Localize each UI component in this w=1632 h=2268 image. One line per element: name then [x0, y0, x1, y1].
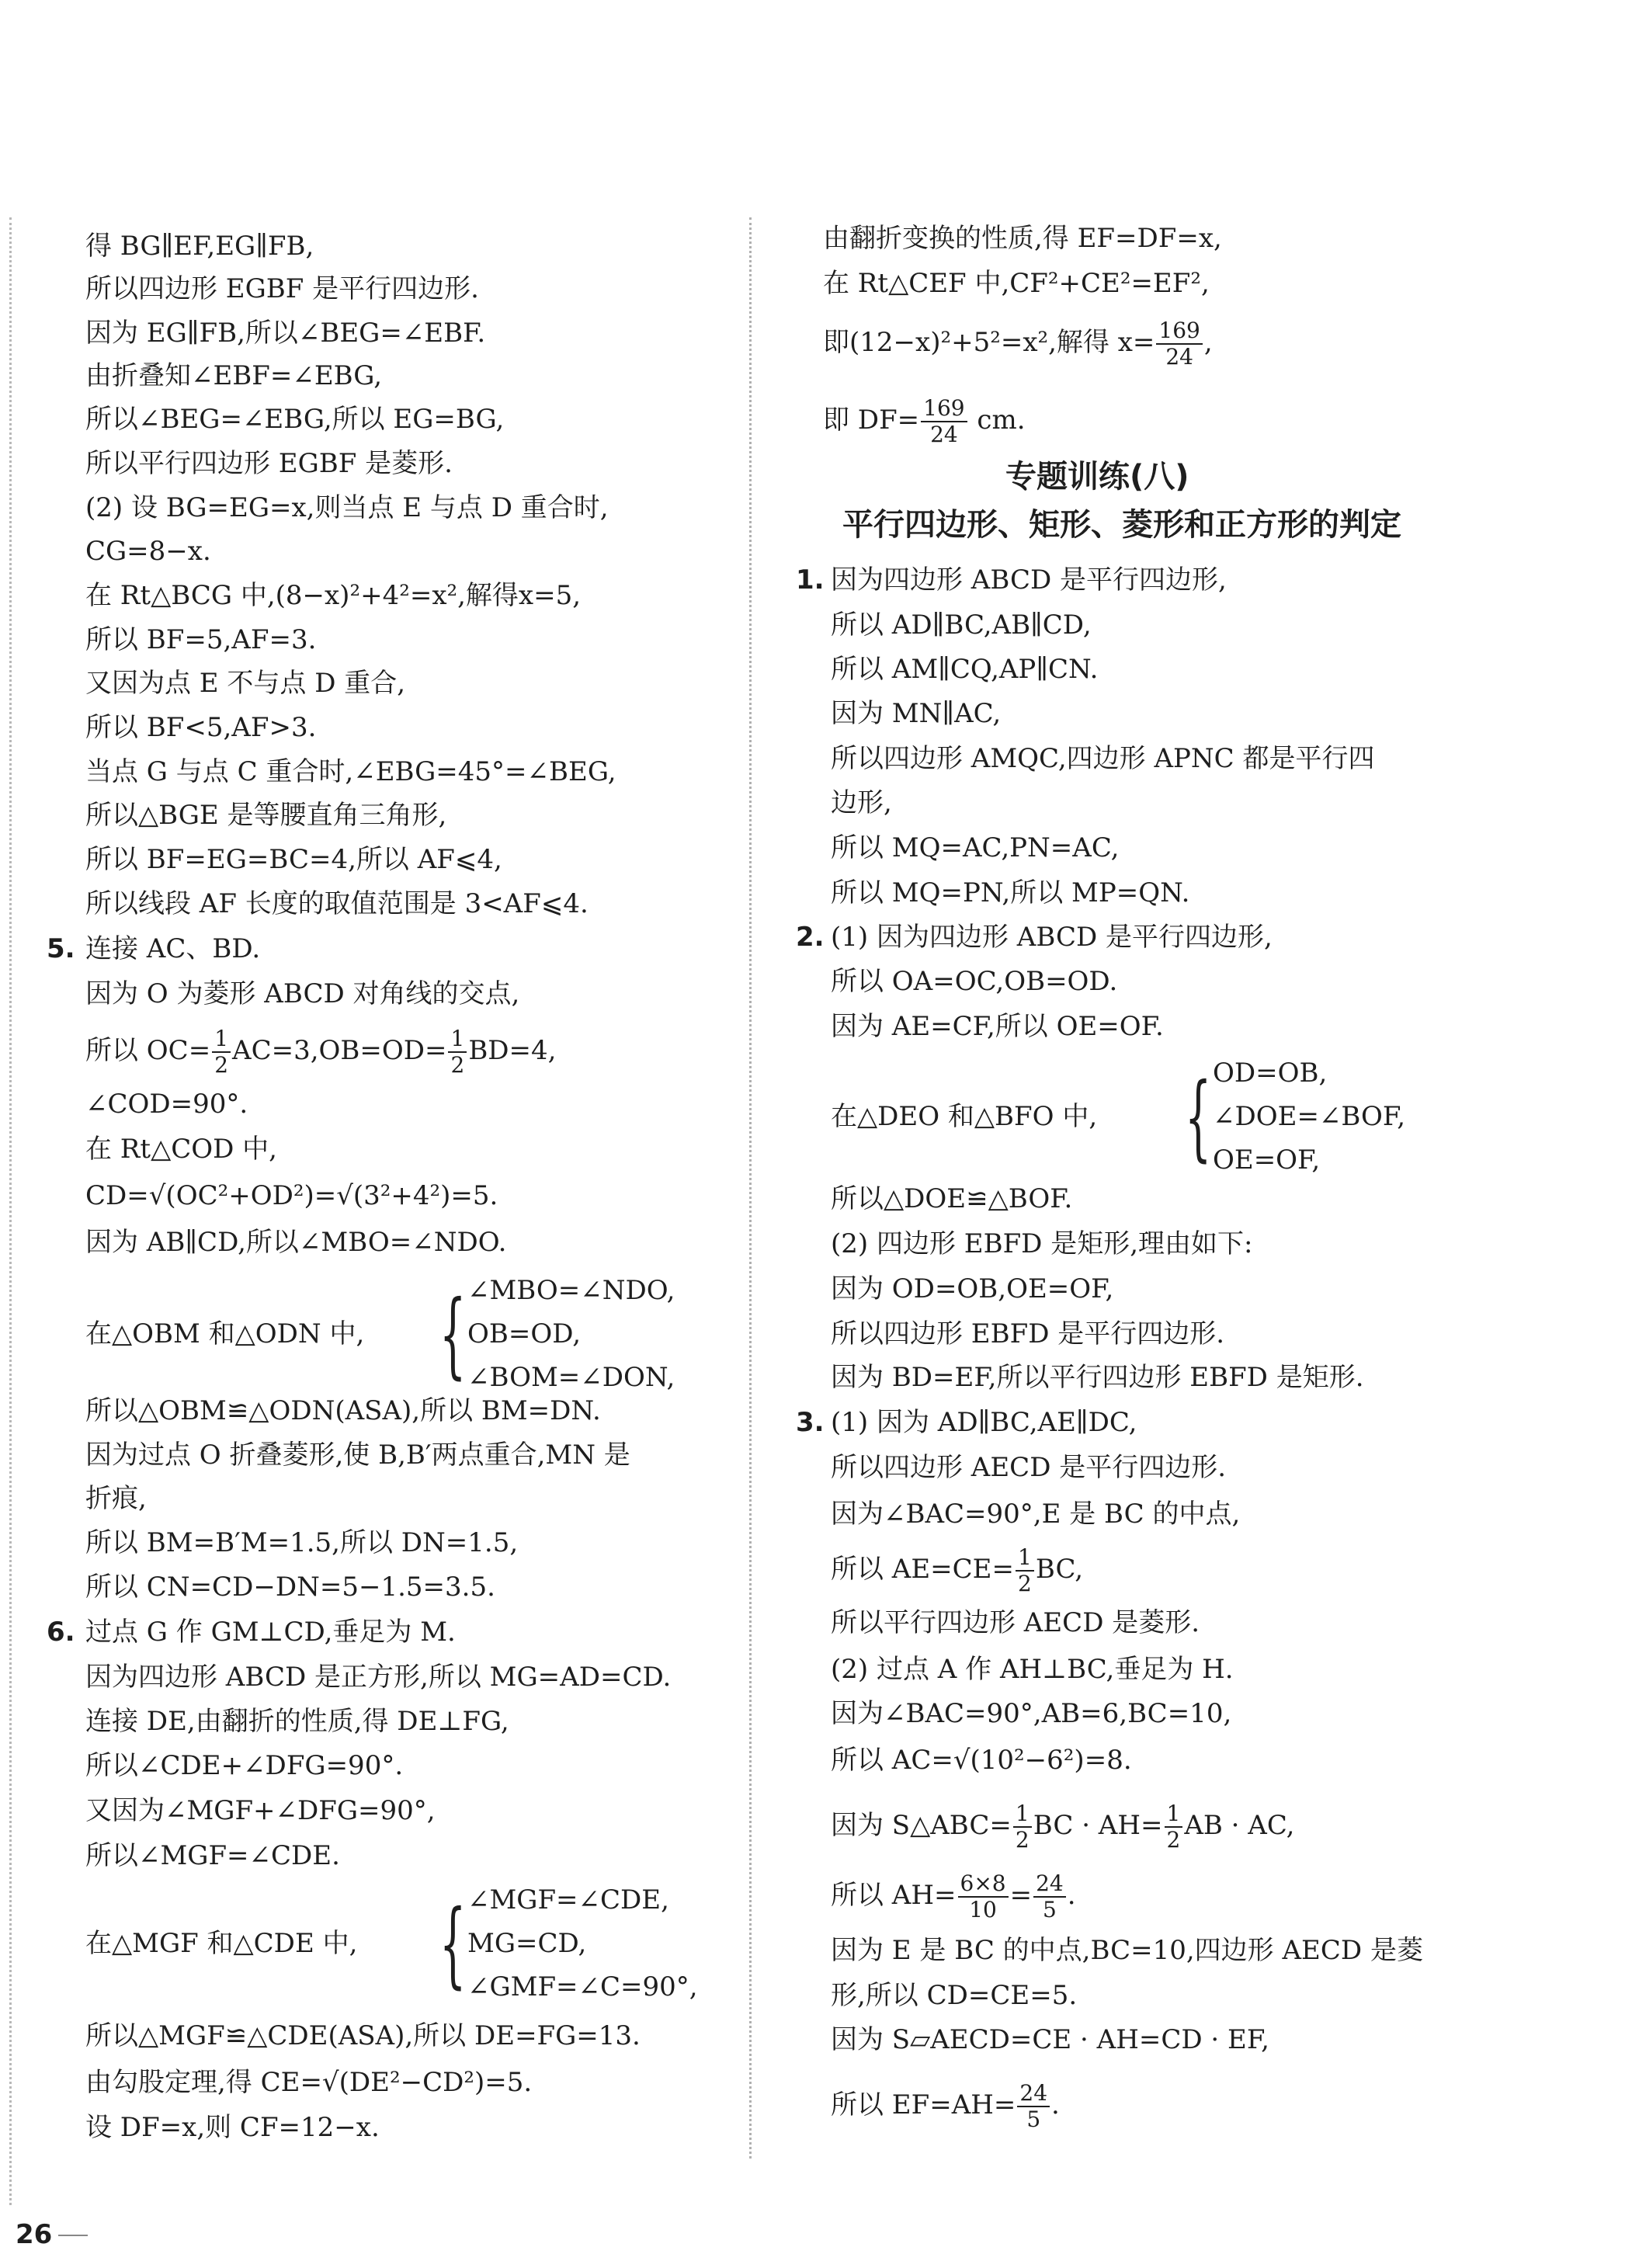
fraction-denominator: 5 — [1043, 1897, 1057, 1922]
line-text: (2) 四边形 EBFD 是矩形,理由如下: — [831, 1228, 1253, 1259]
item-number: 1. — [796, 564, 825, 596]
fraction — [921, 396, 967, 447]
line-text: (2) 设 BG=EG=x,则当点 E 与点 D 重合时, — [85, 492, 609, 523]
text-line — [831, 1801, 1294, 1853]
line-text: 过点 G 作 GM⊥CD,垂足为 M. — [85, 1617, 456, 1648]
text-line — [831, 964, 1117, 999]
line-text: 在 Rt△COD 中, — [85, 1134, 277, 1165]
text-line — [831, 1182, 1072, 1216]
text-line — [85, 359, 382, 393]
text-line — [85, 491, 609, 525]
line-text: 所以 OA=OC,OB=OD. — [831, 966, 1118, 997]
line-text-part: BC · AH= — [1033, 1810, 1163, 1841]
text-line — [85, 977, 519, 1011]
text-line — [796, 1405, 1137, 1440]
fraction — [958, 1871, 1009, 1922]
line-text: 所以平行四边形 AECD 是菱形. — [831, 1607, 1200, 1638]
line-text: 所以平行四边形 EGBF 是菱形. — [85, 448, 453, 479]
text-line — [831, 831, 1119, 865]
line-text: 得 BG∥EF,EG∥FB, — [85, 231, 314, 262]
line-text: 因为 O 为菱形 ABCD 对角线的交点, — [85, 978, 520, 1009]
text-line — [85, 402, 504, 436]
line-text: 因为过点 O 折叠菱形,使 B,B′两点重合,MN 是 — [85, 1440, 630, 1471]
text-line — [85, 1749, 403, 1783]
text-line — [831, 1743, 1132, 1777]
text-line — [85, 1481, 147, 1516]
line-text: 所以∠CDE+∠DFG=90°. — [85, 1750, 404, 1781]
text-line — [831, 1272, 1113, 1306]
text-line — [85, 1225, 506, 1259]
text-line — [85, 578, 581, 613]
text-line — [85, 623, 316, 657]
text-line — [85, 666, 405, 700]
page-number: 26 — [16, 2219, 53, 2250]
line-text: 所以 BM=B′M=1.5,所以 DN=1.5, — [85, 1527, 519, 1558]
section-heading: 专题训练(八) — [1005, 459, 1189, 495]
fraction-denominator: 24 — [930, 422, 958, 447]
text-line — [831, 1360, 1364, 1394]
line-text: 因为 OD=OB,OE=OF, — [831, 1273, 1114, 1304]
text-line — [831, 1606, 1200, 1640]
line-text: 因为 MN∥AC, — [831, 698, 1002, 729]
text-line — [831, 1545, 1083, 1596]
fraction — [1156, 318, 1202, 370]
brace-item: MG=CD, — [467, 1928, 587, 1959]
text-line — [85, 1394, 601, 1428]
text-line — [796, 563, 1227, 597]
text-line — [831, 1450, 1226, 1485]
line-text: 因为 BD=EF,所以平行四边形 EBFD 是矩形. — [831, 1362, 1364, 1393]
text-line — [85, 1026, 557, 1078]
text-line — [85, 229, 314, 263]
brace-prefix: 在△MGF 和△CDE 中, — [85, 1928, 358, 1959]
fraction-numerator: 1 — [1013, 1801, 1032, 1828]
text-line — [823, 396, 1026, 447]
line-text: 所以 MQ=PN,所以 MP=QN. — [831, 877, 1190, 908]
line-text-part: 所以 EF=AH= — [831, 2089, 1016, 2120]
fraction-denominator: 2 — [1018, 1571, 1032, 1596]
text-line — [831, 2081, 1060, 2132]
text-line — [831, 786, 892, 820]
fraction-numerator: 1 — [448, 1026, 467, 1053]
line-text: ∠COD=90°. — [85, 1089, 248, 1120]
fraction-denominator: 2 — [1015, 1827, 1030, 1853]
fraction-numerator: 24 — [1033, 1871, 1066, 1898]
line-text: 所以△MGF≌△CDE(ASA),所以 DE=FG=13. — [85, 2020, 641, 2051]
text-line — [85, 1839, 340, 1873]
line-text-part: 所以 AE=CE= — [831, 1554, 1014, 1585]
text-line — [831, 876, 1190, 910]
fraction-numerator: 1 — [1016, 1545, 1034, 1572]
text-line — [831, 1317, 1224, 1351]
text-line — [85, 710, 316, 745]
text-line — [85, 316, 485, 350]
line-text: 所以四边形 AECD 是平行四边形. — [831, 1452, 1227, 1483]
fraction-denominator: 2 — [450, 1052, 465, 1078]
line-text: 因为四边形 ABCD 是正方形,所以 MG=AD=CD. — [85, 1662, 672, 1693]
fraction-numerator: 24 — [1017, 2081, 1050, 2107]
line-text: 因为 S▱AECD=CE · AH=CD · EF, — [831, 2024, 1269, 2055]
line-text: 因为 EG∥FB,所以∠BEG=∠EBF. — [85, 318, 486, 349]
text-line — [85, 1660, 671, 1694]
line-text: 又因为点 E 不与点 D 重合, — [85, 668, 406, 699]
text-line — [85, 798, 446, 832]
text-line — [831, 1497, 1240, 1531]
line-text-part: = — [1009, 1880, 1033, 1911]
text-line — [47, 932, 261, 966]
line-text: 由折叠知∠EBF=∠EBG, — [85, 360, 383, 391]
line-text: 所以四边形 EGBF 是平行四边形. — [85, 273, 479, 304]
text-line — [85, 1794, 436, 1828]
brace-prefix: 在△OBM 和△ODN 中, — [85, 1318, 365, 1349]
line-text: 所以 BF=5,AF=3. — [85, 624, 317, 655]
line-text: 所以△BGE 是等腰直角三角形, — [85, 800, 447, 831]
line-text: 连接 DE,由翻折的性质,得 DE⊥FG, — [85, 1706, 509, 1737]
fraction — [1013, 1801, 1032, 1853]
line-text: 所以 BF=EG=BC=4,所以 AF⩽4, — [85, 844, 502, 875]
brace-item: ∠DOE=∠BOF, — [1213, 1101, 1406, 1132]
fraction-denominator: 2 — [1166, 1827, 1181, 1853]
line-text: (1) 因为四边形 ABCD 是平行四边形, — [831, 922, 1273, 953]
item-number: 6. — [47, 1617, 75, 1648]
text-line — [796, 920, 1273, 954]
line-text-part: BC, — [1035, 1554, 1084, 1585]
text-line — [85, 1704, 509, 1738]
fraction — [1016, 1545, 1034, 1596]
line-text-part: . — [1051, 2089, 1060, 2120]
line-text-part: AC=3,OB=OD= — [232, 1035, 447, 1066]
fraction-denominator: 5 — [1026, 2106, 1041, 2132]
text-line — [823, 318, 1213, 370]
fraction — [1033, 1871, 1066, 1922]
item-number: 2. — [796, 922, 825, 953]
text-line — [85, 755, 616, 789]
line-text-part: 所以 OC= — [85, 1035, 211, 1066]
text-line — [85, 2110, 380, 2145]
text-line — [85, 1132, 277, 1166]
line-text: 所以 AD∥BC,AB∥CD, — [831, 610, 1092, 641]
brace-prefix: 在△DEO 和△BFO 中, — [831, 1101, 1098, 1132]
line-text-part: . — [1067, 1880, 1076, 1911]
fraction — [212, 1026, 231, 1078]
fraction-denominator: 24 — [1165, 344, 1193, 370]
text-line — [831, 1933, 1423, 1968]
column-divider — [749, 217, 752, 2159]
text-line — [85, 534, 211, 568]
text-line — [85, 1087, 248, 1121]
line-text: 边形, — [831, 787, 892, 818]
item-number: 5. — [47, 933, 75, 964]
line-text: 所以 BF<5,AF>3. — [85, 712, 317, 743]
line-text: 在 Rt△CEF 中,CF²+CE²=EF², — [823, 268, 1210, 299]
brace-item: OB=OD, — [467, 1318, 582, 1349]
fraction-denominator: 2 — [214, 1052, 229, 1078]
fraction-numerator: 1 — [212, 1026, 231, 1053]
text-line — [823, 266, 1210, 300]
brace-item: ∠MBO=∠NDO, — [467, 1275, 675, 1306]
text-line — [831, 1697, 1231, 1731]
line-text: 在 Rt△BCG 中,(8−x)²+4²=x²,解得x=5, — [85, 580, 582, 611]
fraction-numerator: 1 — [1165, 1801, 1183, 1828]
text-line — [831, 1978, 1077, 2013]
fraction — [448, 1026, 467, 1078]
text-line — [831, 1227, 1253, 1261]
line-text-part: 即 DF= — [823, 405, 920, 436]
line-text-part: 所以 AH= — [831, 1880, 957, 1911]
line-text: 所以四边形 EBFD 是平行四边形. — [831, 1318, 1225, 1349]
line-text-part: 因为 S△ABC= — [831, 1810, 1012, 1841]
line-text-part: 即(12−x)²+5²=x²,解得 x= — [823, 327, 1155, 358]
brace-item: ∠GMF=∠C=90°, — [467, 1971, 698, 2002]
text-line — [831, 696, 1001, 731]
section-subheading: 平行四边形、矩形、菱形和正方形的判定 — [842, 507, 1401, 543]
fraction-numerator: 6×8 — [958, 1871, 1009, 1898]
line-text: 当点 G 与点 C 重合时,∠EBG=45°=∠BEG, — [85, 756, 616, 787]
text-line — [831, 1009, 1164, 1044]
line-text: (2) 过点 A 作 AH⊥BC,垂足为 H. — [831, 1654, 1234, 1685]
line-text: 所以 AM∥CQ,AP∥CN. — [831, 654, 1099, 685]
line-text: 由翻折变换的性质,得 EF=DF=x, — [823, 223, 1222, 254]
brace-item: OD=OB, — [1213, 1058, 1328, 1089]
left-margin-dotted-line — [9, 217, 12, 2205]
text-line — [85, 2065, 532, 2100]
fraction — [1017, 2081, 1050, 2132]
text-line — [85, 2019, 641, 2053]
text-line — [47, 1615, 456, 1649]
text-line — [85, 1179, 498, 1213]
line-text: 因为 E 是 BC 的中点,BC=10,四边形 AECD 是菱 — [831, 1935, 1423, 1966]
line-text: 所以 AC=√(10²−6²)=8. — [831, 1745, 1132, 1776]
text-line — [85, 1438, 630, 1472]
line-text: 所以△DOE≌△BOF. — [831, 1183, 1073, 1214]
text-line — [85, 1526, 518, 1560]
line-text-part: , — [1203, 327, 1213, 358]
text-line — [831, 608, 1092, 642]
brace-item: ∠MGF=∠CDE, — [467, 1884, 669, 1915]
fraction — [1165, 1801, 1183, 1853]
fraction-numerator: 169 — [1156, 318, 1202, 345]
line-text: 因为四边形 ABCD 是平行四边形, — [831, 564, 1227, 596]
line-text-part: BD=4, — [468, 1035, 557, 1066]
line-text: 连接 AC、BD. — [85, 933, 261, 964]
line-text: 因为∠BAC=90°,E 是 BC 的中点, — [831, 1499, 1241, 1530]
line-text-part: cm. — [968, 405, 1026, 436]
page-number-dash — [58, 2235, 88, 2236]
text-line — [831, 742, 1374, 776]
left-brace: { — [1185, 1064, 1212, 1172]
brace-item: ∠BOM=∠DON, — [467, 1362, 675, 1393]
left-brace: { — [439, 1281, 467, 1389]
text-line — [831, 1871, 1076, 1922]
line-text: 所以△OBM≌△ODN(ASA),所以 BM=DN. — [85, 1395, 601, 1426]
line-text: (1) 因为 AD∥BC,AE∥DC, — [831, 1407, 1137, 1438]
text-line — [85, 887, 589, 921]
line-text-part: AB · AC, — [1184, 1810, 1295, 1841]
line-text: 所以∠MGF=∠CDE. — [85, 1840, 340, 1871]
text-line — [831, 1652, 1234, 1686]
line-text: 因为∠BAC=90°,AB=6,BC=10, — [831, 1698, 1232, 1729]
line-text: 折痕, — [85, 1483, 147, 1514]
line-text: 所以 MQ=AC,PN=AC, — [831, 832, 1120, 863]
line-text: 所以四边形 AMQC,四边形 APNC 都是平行四 — [831, 743, 1375, 774]
text-line — [85, 1570, 495, 1604]
text-line — [85, 842, 502, 877]
text-line — [831, 2023, 1269, 2057]
line-text: 由勾股定理,得 CE=√(DE²−CD²)=5. — [85, 2067, 533, 2098]
line-text: 所以线段 AF 长度的取值范围是 3<AF⩽4. — [85, 888, 589, 919]
line-text: CG=8−x. — [85, 536, 211, 567]
fraction-denominator: 10 — [969, 1897, 997, 1922]
fraction-numerator: 169 — [921, 396, 967, 422]
left-brace: { — [439, 1891, 467, 1999]
brace-item: OE=OF, — [1213, 1144, 1321, 1176]
item-number: 3. — [796, 1407, 825, 1438]
text-line — [85, 446, 453, 481]
text-line — [85, 272, 479, 306]
line-text: 设 DF=x,则 CF=12−x. — [85, 2112, 380, 2143]
line-text: CD=√(OC²+OD²)=√(3²+4²)=5. — [85, 1180, 498, 1211]
line-text: 形,所以 CD=CE=5. — [831, 1980, 1078, 2011]
line-text: 所以 CN=CD−DN=5−1.5=3.5. — [85, 1572, 495, 1603]
line-text: 又因为∠MGF+∠DFG=90°, — [85, 1795, 436, 1826]
line-text: 因为 AB∥CD,所以∠MBO=∠NDO. — [85, 1227, 507, 1258]
line-text: 所以∠BEG=∠EBG,所以 EG=BG, — [85, 404, 505, 435]
text-line — [823, 221, 1222, 255]
text-line — [831, 652, 1098, 686]
line-text: 因为 AE=CF,所以 OE=OF. — [831, 1011, 1164, 1042]
